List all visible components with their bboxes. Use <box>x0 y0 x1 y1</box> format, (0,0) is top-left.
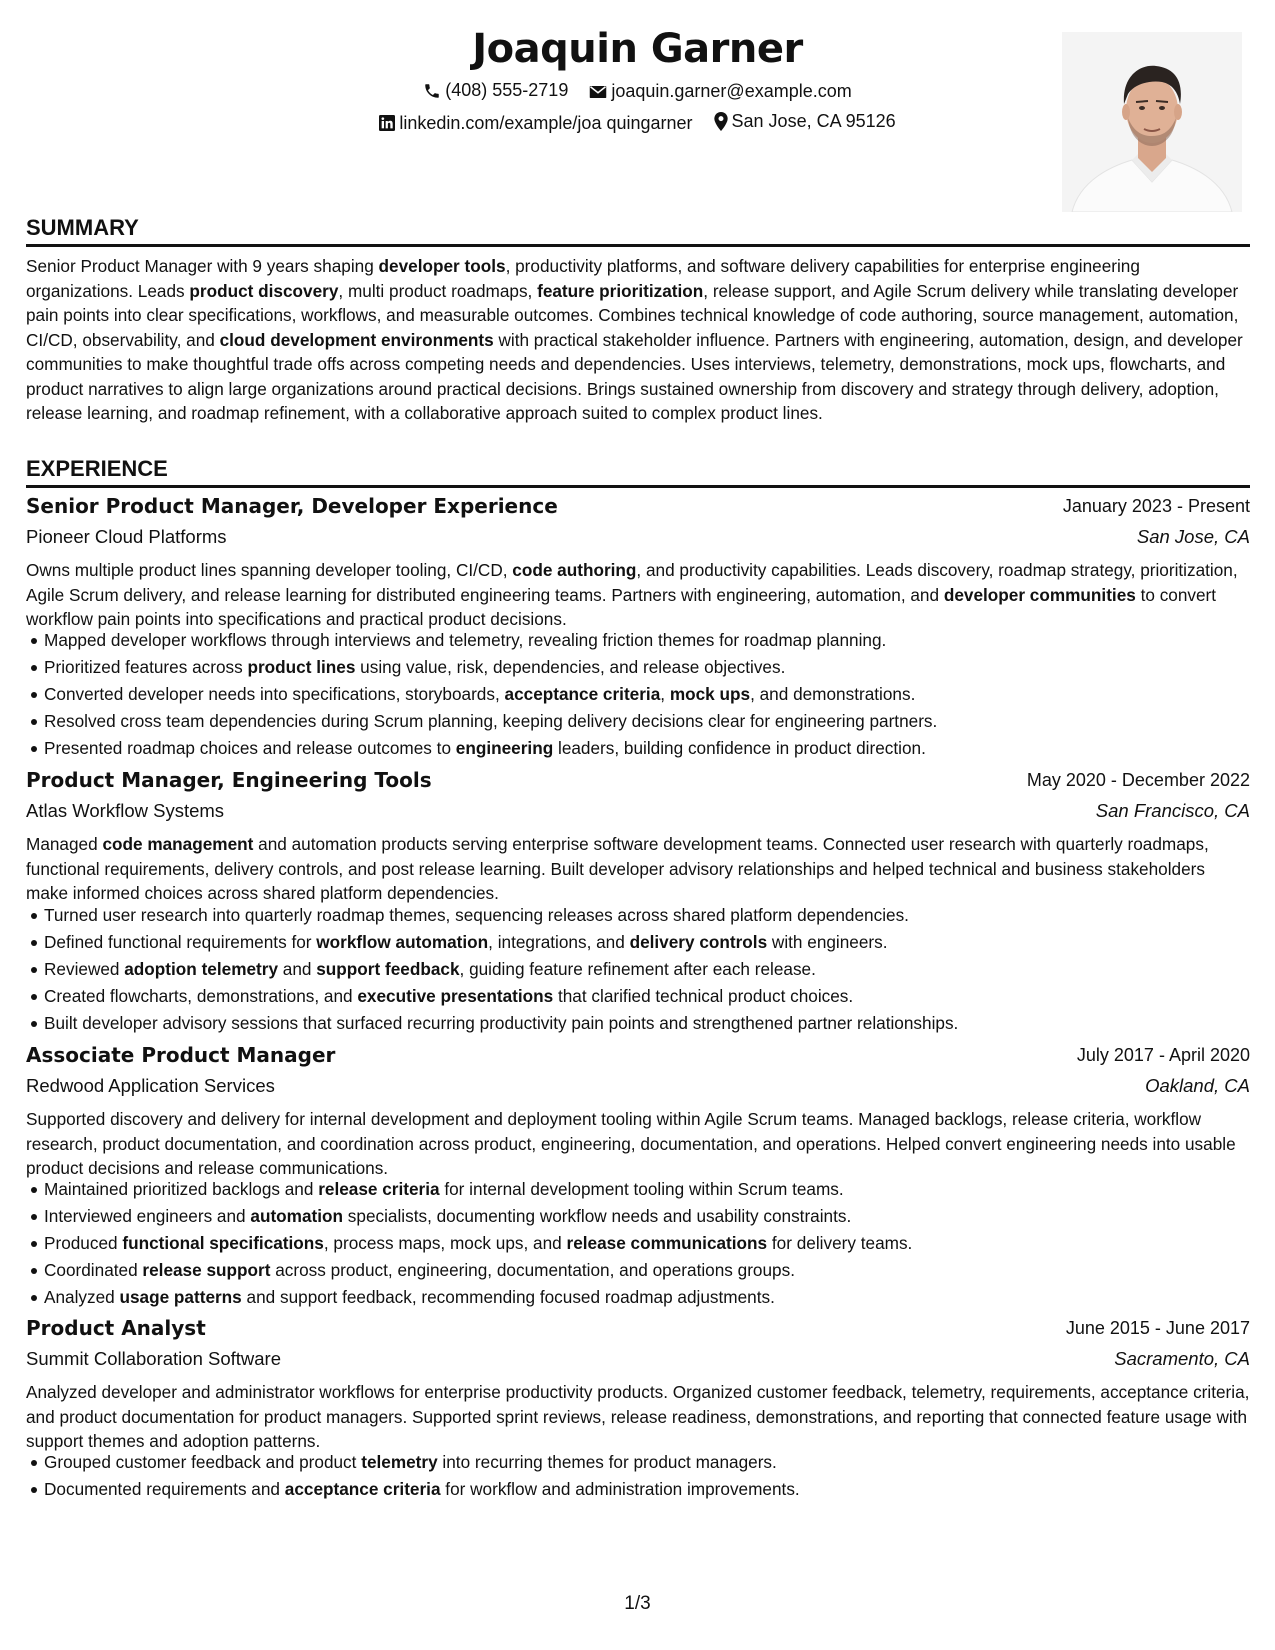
text-run: , multi product roadmaps, <box>338 280 538 301</box>
phone-text: (408) 555-2719 <box>445 80 569 100</box>
phone-item <box>423 80 568 101</box>
candidate-name: Joaquin Garner <box>472 26 803 72</box>
text-run: specialists, documenting workflow needs and usability constraints. <box>343 1206 852 1226</box>
location-item <box>714 111 896 132</box>
text-run: Interviewed engineers and <box>44 1206 251 1226</box>
bullet-item <box>26 1284 1251 1311</box>
keyword: engineering <box>455 738 554 758</box>
summary-text <box>26 254 1251 426</box>
job-description <box>26 1380 1251 1454</box>
text-run: Documented requirements and <box>44 1479 285 1499</box>
job-title: Product Analyst <box>26 1316 206 1340</box>
text-run: , process maps, mock ups, and <box>323 1233 567 1253</box>
job-description <box>26 832 1251 906</box>
keyword: executive presentations <box>357 986 554 1006</box>
text-run: Reviewed <box>44 959 125 979</box>
keyword: release communications <box>566 1233 768 1253</box>
text-run: and support feedback, recommending focused roadmap adjustments. <box>241 1287 775 1307</box>
text-run: Maintained prioritized backlogs and <box>44 1179 319 1199</box>
keyword: product lines <box>247 657 356 677</box>
job-bullet-list <box>26 1176 1251 1311</box>
text-run: Analyzed developer and administrator workflows for enterprise productivity products. Organized customer feedback, telemetry, requirements, acceptance criteria, and product documentation for product managers. Supported sprint reviews, release readiness, demonstrations, and reporting that connected feature usage with support themes and adoption patterns. <box>26 1382 1250 1451</box>
keyword: release support <box>142 1260 271 1280</box>
keyword: feature prioritization <box>537 280 704 301</box>
job-dates: July 2017 - April 2020 <box>1076 1045 1250 1065</box>
text-run: , guiding feature refinement after each release. <box>459 959 816 979</box>
text-run: Defined functional requirements for <box>44 932 317 952</box>
text-run: Owns multiple product lines spanning developer tooling, CI/CD, <box>26 560 513 580</box>
text-run: Grouped customer feedback and product <box>44 1452 362 1472</box>
job-dates: June 2015 - June 2017 <box>1065 1318 1250 1338</box>
job-title: Associate Product Manager <box>26 1043 336 1067</box>
job-dates: January 2023 - Present <box>1062 496 1250 516</box>
text-run: Converted developer needs into specifications, storyboards, <box>44 684 505 704</box>
page-number: 1/3 <box>624 1593 651 1614</box>
keyword: developer tools <box>378 256 506 276</box>
text-run: leaders, building confidence in product direction. <box>553 738 926 758</box>
location-text: San Jose, CA 95126 <box>731 111 896 131</box>
experience-heading: EXPERIENCE <box>26 456 168 481</box>
job-description <box>26 558 1251 632</box>
summary-divider <box>26 244 1250 247</box>
keyword: release criteria <box>318 1179 440 1199</box>
email-text[interactable]: joaquin.garner@example.com <box>611 81 852 101</box>
job-location: Sacramento, CA <box>1114 1348 1250 1369</box>
job-title: Product Manager, Engineering Tools <box>26 768 432 792</box>
map-pin-icon <box>714 112 728 131</box>
profile-photo <box>1062 32 1242 212</box>
bullet-item <box>26 1176 1251 1203</box>
text-run: across product, engineering, documentation, and operations groups. <box>270 1260 795 1280</box>
keyword: acceptance criteria <box>504 684 661 704</box>
job-dates: May 2020 - December 2022 <box>1026 770 1250 790</box>
bullet-item <box>26 1230 1251 1257</box>
job-company: Redwood Application Services <box>26 1075 275 1096</box>
bullet-item <box>26 1449 1251 1476</box>
text-run: using value, risk, dependencies, and release objectives. <box>355 657 786 677</box>
job-company: Atlas Workflow Systems <box>26 800 225 821</box>
email-item[interactable] <box>589 81 851 102</box>
text-run: , and productivity capabilities. Leads discovery, roadmap strategy, prioritization, Agile Scrum delivery, and release learning for distributed engineering teams. Partners with engineering, automation, and <box>26 560 1238 605</box>
linkedin-text[interactable]: linkedin.com/example/joa quingarner <box>399 112 693 133</box>
keyword: adoption telemetry <box>124 959 279 979</box>
job-location: Oakland, CA <box>1145 1075 1250 1096</box>
keyword: cloud development environments <box>219 329 494 350</box>
job-location: San Jose, CA <box>1136 526 1250 547</box>
keyword: acceptance criteria <box>284 1479 441 1499</box>
text-run: Presented roadmap choices and release outcomes to <box>44 738 456 758</box>
text-run: for internal development tooling within Scrum teams. <box>439 1179 844 1199</box>
keyword: delivery controls <box>629 932 768 952</box>
job-bullet-list <box>26 1449 1251 1503</box>
text-run: , productivity platforms, and software delivery capabilities for enterprise engineering organizations. Leads <box>26 256 1140 301</box>
linkedin-icon <box>379 115 395 131</box>
keyword: functional specifications <box>122 1233 324 1253</box>
text-run: Turned user research into quarterly roadmap themes, sequencing releases across shared platform dependencies. <box>44 905 909 925</box>
bullet-item <box>26 983 1251 1010</box>
text-run: Analyzed <box>44 1287 120 1307</box>
job-company: Pioneer Cloud Platforms <box>26 526 227 547</box>
bullet-item <box>26 1203 1251 1230</box>
job-bullet-list <box>26 902 1251 1037</box>
text-run: Produced <box>44 1233 123 1253</box>
job-bullet-list <box>26 627 1251 762</box>
bullet-item <box>26 1010 1251 1037</box>
text-run: Coordinated <box>44 1260 143 1280</box>
portrait-illustration <box>1062 32 1242 212</box>
bullet-item <box>26 735 1251 762</box>
text-run: into recurring themes for product managers. <box>437 1452 777 1472</box>
text-run: that clarified technical product choices. <box>553 986 854 1006</box>
text-run: , and demonstrations. <box>750 684 916 704</box>
text-run: for workflow and administration improvements. <box>440 1479 800 1499</box>
bullet-item <box>26 956 1251 983</box>
text-run: , release support, and Agile Scrum delivery while translating developer pain points into clear specifications, workflows, and measurable outcomes. Combines technical knowledge of code authoring, source management, automation, CI/CD, observability, and <box>26 280 1239 350</box>
text-run: , <box>660 684 670 704</box>
job-company: Summit Collaboration Software <box>26 1348 281 1369</box>
text-run: and <box>278 959 317 979</box>
summary-heading: SUMMARY <box>26 215 139 240</box>
text-run: Supported discovery and delivery for internal development and deployment tooling within Agile Scrum teams. Managed backlogs, release criteria, workflow research, product documentation, and coordination across product, engineering, documentation, and operations. Helped convert engineering needs into usable product decisions and release communications. <box>26 1109 1236 1178</box>
keyword: automation <box>250 1206 344 1226</box>
keyword: mock ups <box>669 684 751 704</box>
keyword: usage patterns <box>119 1287 242 1307</box>
job-title: Senior Product Manager, Developer Experience <box>26 494 558 518</box>
bullet-item <box>26 654 1251 681</box>
envelope-icon <box>589 84 607 100</box>
bullet-item <box>26 627 1251 654</box>
keyword: support feedback <box>316 959 460 979</box>
phone-icon <box>423 82 441 100</box>
keyword: telemetry <box>361 1452 438 1472</box>
text-run: Built developer advisory sessions that surfaced recurring productivity pain points and strengthened partner relationships. <box>44 1013 959 1033</box>
keyword: workflow automation <box>316 932 489 952</box>
bullet-item <box>26 902 1251 929</box>
keyword: developer communities <box>943 584 1136 605</box>
text-run: Managed <box>26 834 103 854</box>
experience-divider <box>26 485 1250 488</box>
job-description <box>26 1107 1251 1181</box>
text-run: Created flowcharts, demonstrations, and <box>44 986 358 1006</box>
bullet-item <box>26 1476 1251 1503</box>
text-run: Resolved cross team dependencies during Scrum planning, keeping delivery decisions clear for engineering partners. <box>44 711 938 731</box>
bullet-item <box>26 929 1251 956</box>
text-run: Mapped developer workflows through interviews and telemetry, revealing friction themes for roadmap planning. <box>44 630 887 650</box>
text-run: with engineers. <box>767 932 888 952</box>
text-run: for delivery teams. <box>767 1233 913 1253</box>
linkedin-item[interactable] <box>379 113 692 134</box>
text-run: Prioritized features across <box>44 657 248 677</box>
text-run: and automation products serving enterprise software development teams. Connected user research with quarterly roadmaps, functional requirements, delivery controls, and post release learning. Built developer advisory relationships and helped technical and business stakeholders make informed choices across shared platform dependencies. <box>26 834 1209 903</box>
job-location: San Francisco, CA <box>1095 800 1250 821</box>
keyword: code authoring <box>512 560 637 580</box>
bullet-item <box>26 1257 1251 1284</box>
keyword: code management <box>102 834 254 854</box>
text-run: , integrations, and <box>488 932 630 952</box>
text-run: to convert workflow pain points into specifications and practical product decisions. <box>26 584 1217 629</box>
text-run: Senior Product Manager with 9 years shaping <box>26 256 379 276</box>
bullet-item <box>26 681 1251 708</box>
text-run: with practical stakeholder influence. Partners with engineering, automation, design, and developer communities to make thoughtful trade offs across competing needs and dependencies. Uses interviews, telemetry, demonstrations, mock ups, flowcharts, and product narratives to align large organizations around practical decisions. Brings sustained ownership from discovery and strategy through delivery, adoption, release learning, and roadmap refinement, with a collaborative approach suited to complex product lines. <box>26 329 1243 423</box>
keyword: product discovery <box>189 280 339 301</box>
bullet-item <box>26 708 1251 735</box>
